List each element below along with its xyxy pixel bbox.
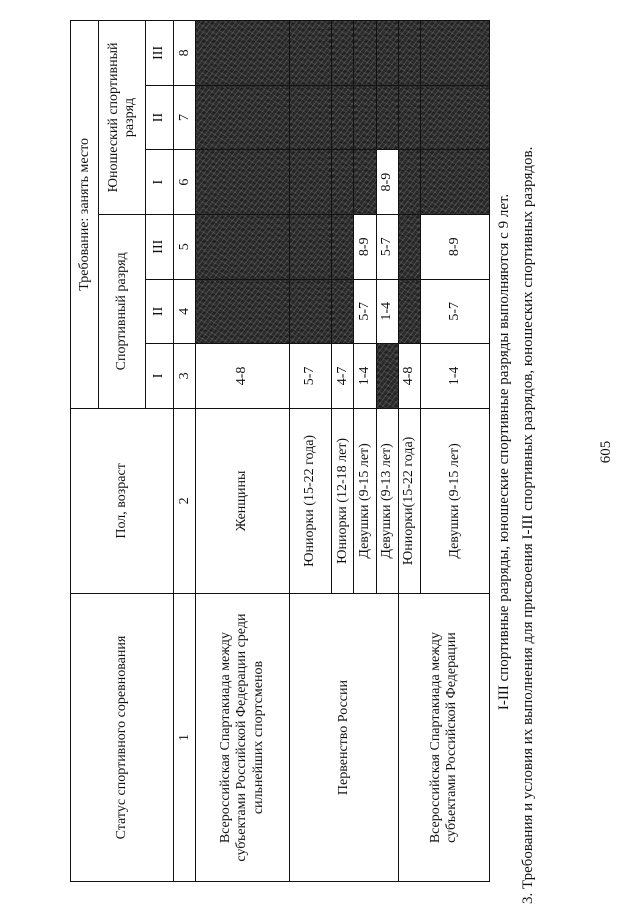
place-cell-blank — [354, 85, 376, 150]
place-cell-blank — [289, 85, 332, 150]
place-cell: 1-4 — [421, 344, 490, 409]
place-cell-blank — [376, 21, 398, 86]
sex-age: Девушки (9-15 лет) — [354, 408, 376, 593]
header-status: Статус спортивного соревнования — [71, 594, 174, 882]
column-number: 5 — [174, 214, 196, 279]
place-cell-blank — [196, 85, 289, 150]
place-cell-blank — [332, 85, 354, 150]
rank-label: III — [145, 214, 173, 279]
table-row — [196, 21, 289, 882]
place-cell-blank — [196, 21, 289, 86]
place-cell-blank — [289, 21, 332, 86]
column-number: 3 — [174, 344, 196, 409]
rank-label: III — [145, 21, 173, 86]
sex-age: Юниорки (12-18 лет) — [332, 408, 354, 593]
header-sex-age: Пол, возраст — [71, 408, 174, 593]
column-number: 1 — [174, 594, 196, 882]
place-cell: 5-7 — [376, 214, 398, 279]
column-number: 2 — [174, 408, 196, 593]
header-sport-rank: Спортивный разряд — [99, 214, 146, 408]
rank-label: II — [145, 279, 173, 344]
place-cell-blank — [196, 214, 289, 279]
rank-label: I — [145, 344, 173, 409]
place-cell-blank — [289, 214, 332, 279]
column-number: 4 — [174, 279, 196, 344]
competition-status: Всероссийская Спартакиада между субъектами Российской Федерации среди сильнейших спортсменов — [196, 594, 289, 882]
sex-age: Женщины — [196, 408, 289, 593]
place-cell-blank — [332, 214, 354, 279]
place-cell-blank — [421, 85, 490, 150]
place-cell-blank — [332, 150, 354, 215]
rank-label: II — [145, 85, 173, 150]
sex-age: Девушки (9-13 лет) — [376, 408, 398, 593]
place-cell-blank — [196, 150, 289, 215]
place-cell-blank — [421, 21, 490, 86]
place-cell: 5-7 — [354, 279, 376, 344]
place-cell-blank — [421, 150, 490, 215]
column-number: 6 — [174, 150, 196, 215]
section-heading-text: 3. Требования и условия их выполнения для присвоения I-III спортивных разрядов, юношеских спортивных разрядов. — [520, 146, 536, 904]
sex-age: Девушки (9-15 лет) — [421, 408, 490, 593]
place-cell-blank — [376, 85, 398, 150]
rank-label: I — [145, 150, 173, 215]
table-caption: I-III спортивные разряды, юношеские спортивные разряды выполняются с 9 лет. — [496, 193, 512, 711]
place-cell: 1-4 — [354, 344, 376, 409]
place-cell-blank — [398, 150, 420, 215]
place-cell: 8-9 — [421, 214, 490, 279]
sex-age: Юниорки(15-22 года) — [398, 408, 420, 593]
sex-age: Юниорки (15-22 года) — [289, 408, 332, 593]
column-number-row — [174, 21, 196, 882]
place-cell-blank — [398, 21, 420, 86]
competition-status: Всероссийская Спартакиада между субъектами Российской Федерации — [398, 594, 489, 882]
place-cell: 1-4 — [376, 279, 398, 344]
requirements-table — [70, 20, 490, 882]
place-cell: 4-8 — [398, 344, 420, 409]
place-cell: 5-7 — [421, 279, 490, 344]
place-cell: 8-9 — [376, 150, 398, 215]
place-cell-blank — [398, 214, 420, 279]
place-cell: 4-7 — [332, 344, 354, 409]
table-row — [289, 21, 332, 882]
place-cell-blank — [196, 279, 289, 344]
place-cell-blank — [289, 279, 332, 344]
place-cell-blank — [332, 279, 354, 344]
place-cell-blank — [398, 279, 420, 344]
place-cell: 4-8 — [196, 344, 289, 409]
place-cell-blank — [332, 21, 354, 86]
place-cell: 5-7 — [289, 344, 332, 409]
place-cell-blank — [398, 85, 420, 150]
column-number: 7 — [174, 85, 196, 150]
place-cell-blank — [376, 344, 398, 409]
competition-status: Первенство России — [289, 594, 398, 882]
page-number: 605 — [598, 440, 614, 464]
header-youth-rank: Юношеский спортивный разряд — [99, 21, 146, 215]
table-row — [398, 21, 420, 882]
place-cell-blank — [354, 21, 376, 86]
header-row-1 — [71, 21, 99, 882]
place-cell-blank — [289, 150, 332, 215]
section-heading — [520, 0, 537, 904]
place-cell-blank — [354, 150, 376, 215]
header-requirement: Требование: занять место — [71, 21, 99, 409]
column-number: 8 — [174, 21, 196, 86]
place-cell: 8-9 — [354, 214, 376, 279]
